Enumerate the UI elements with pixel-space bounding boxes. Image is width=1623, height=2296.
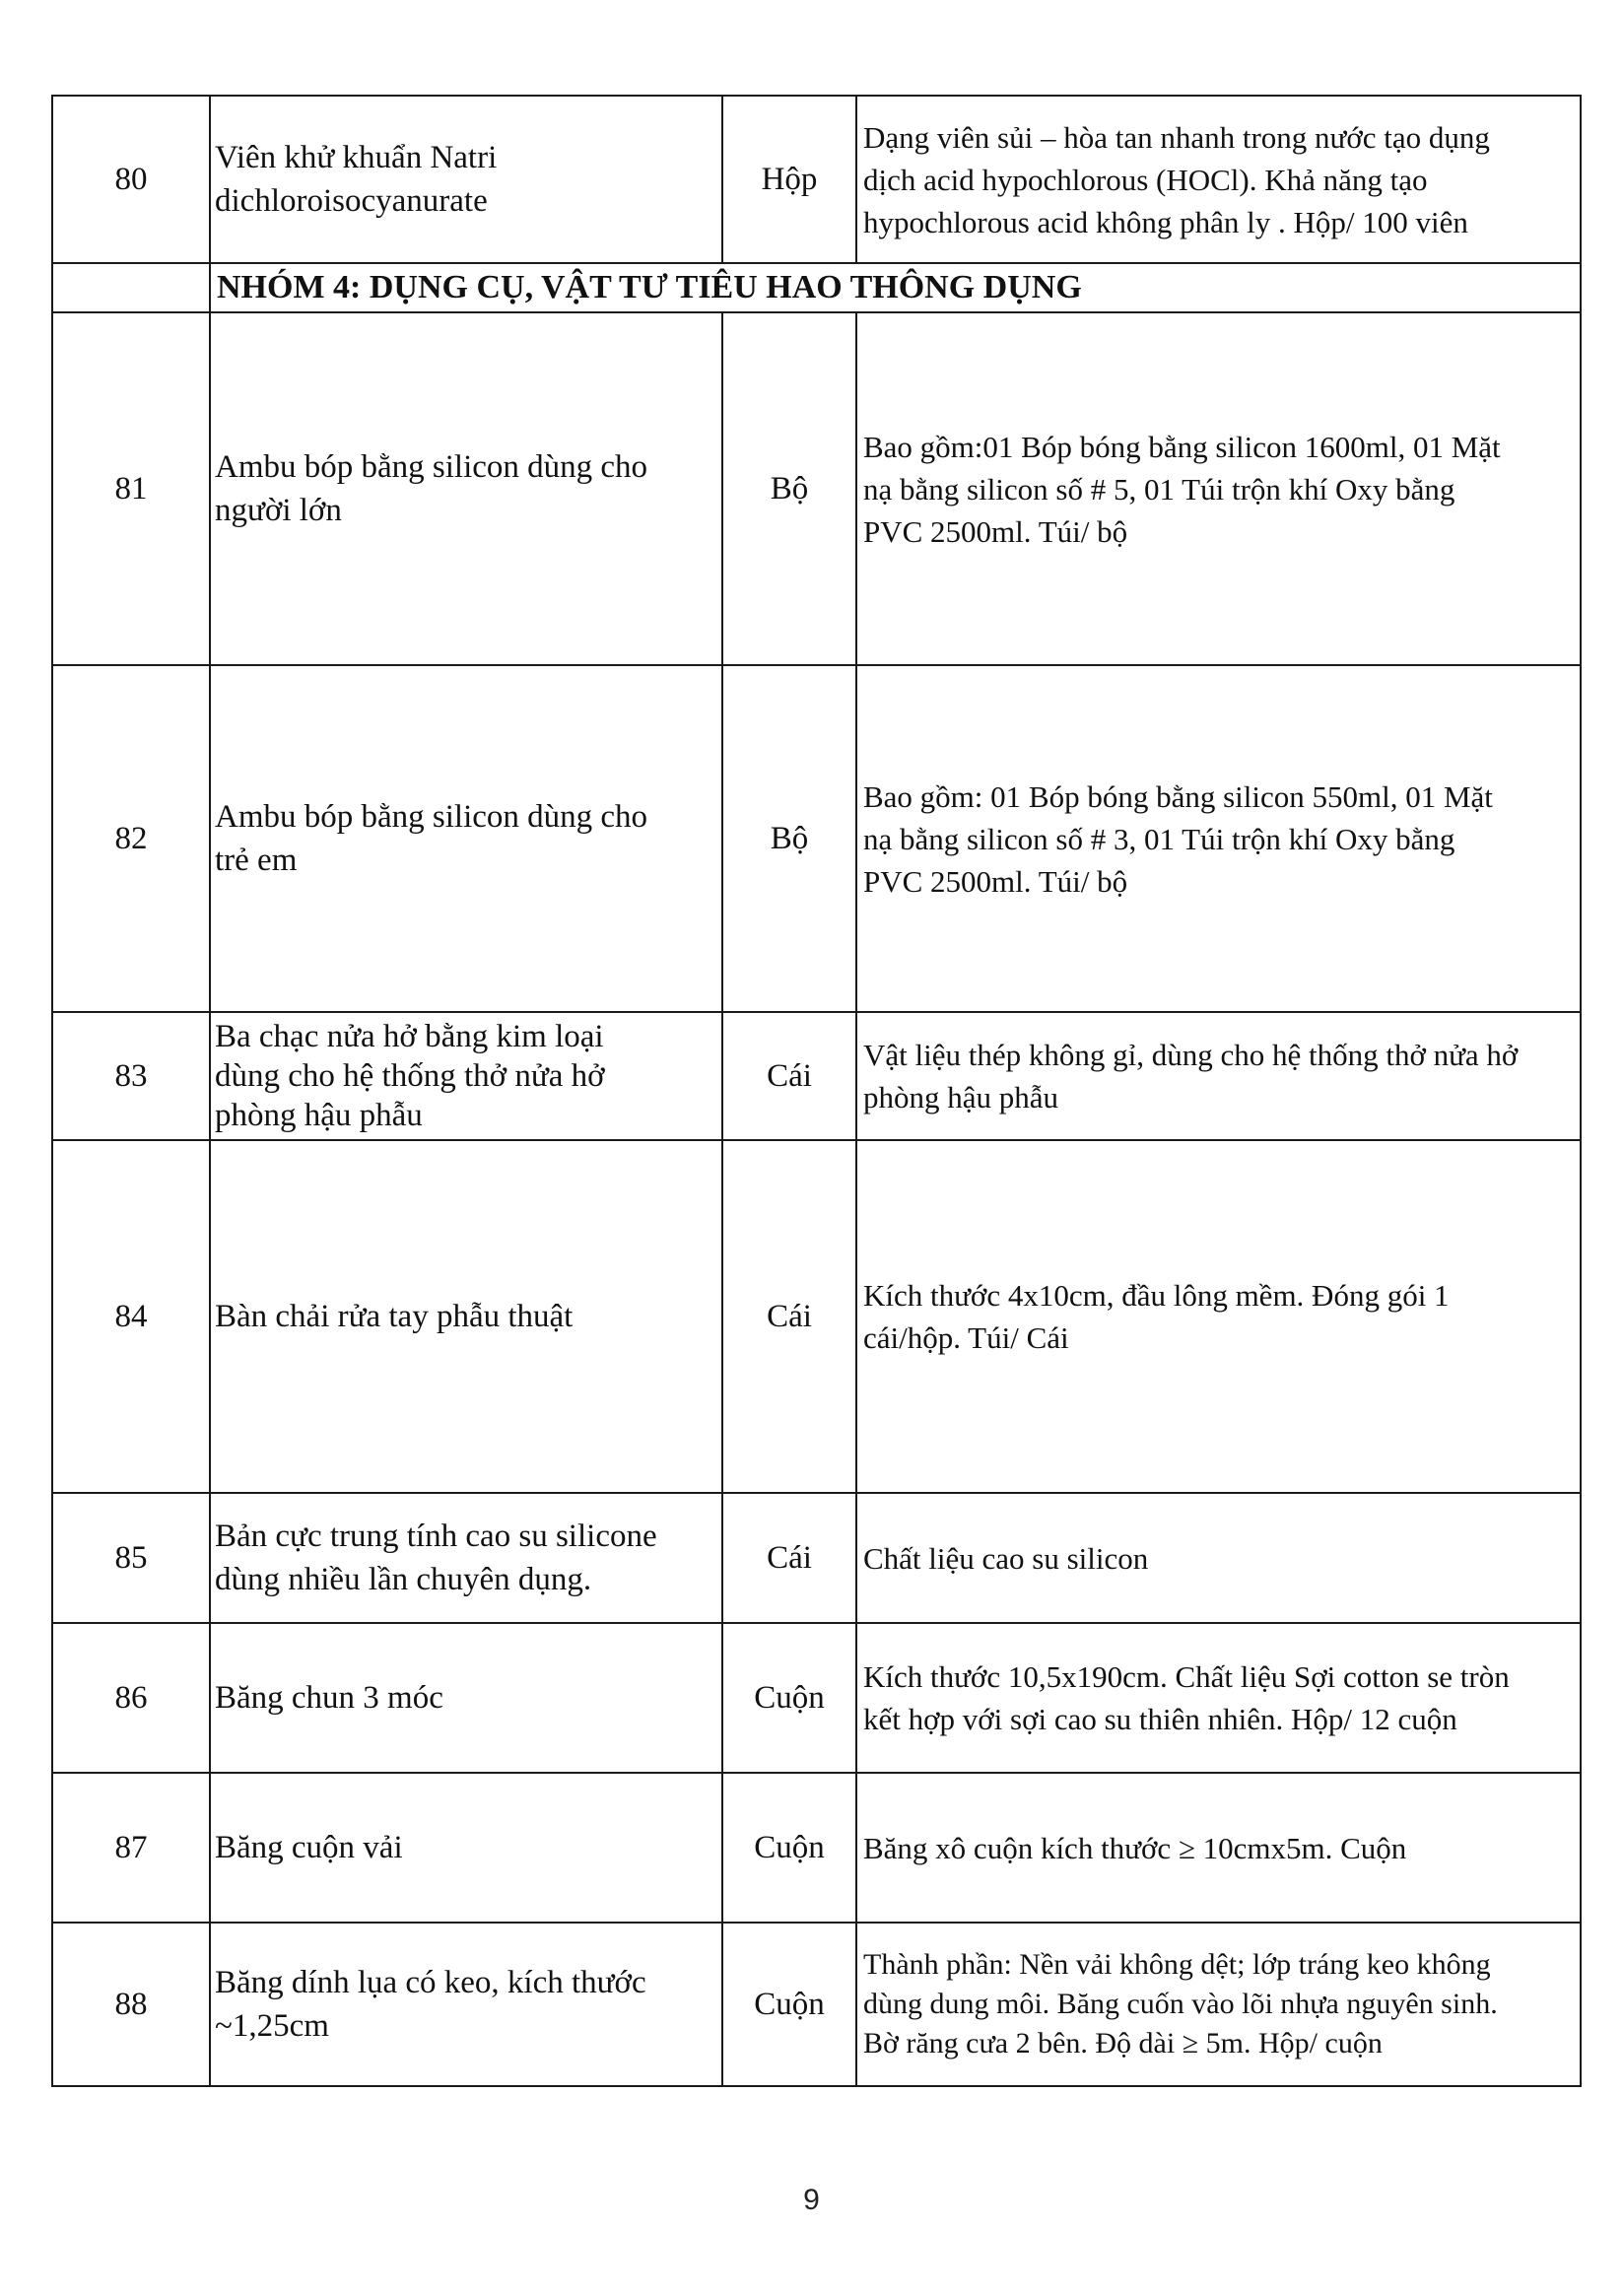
item-unit: Cuộn — [722, 1623, 856, 1773]
item-name: Bàn chải rửa tay phẫu thuật — [210, 1140, 722, 1493]
item-unit: Hộp — [722, 96, 856, 263]
item-name: Băng chun 3 móc — [210, 1623, 722, 1773]
group-title: NHÓM 4: DỤNG CỤ, VẬT TƯ TIÊU HAO THÔNG DỤNG — [210, 263, 1581, 312]
item-description: Bao gồm:01 Bóp bóng bằng silicon 1600ml, 01 Mặt nạ bằng silicon số # 5, 01 Túi trộn khí Oxy bằng PVC 2500ml. Túi/ bộ — [856, 312, 1581, 665]
item-unit: Bộ — [722, 312, 856, 665]
item-description: Băng xô cuộn kích thước ≥ 10cmx5m. Cuộn — [856, 1773, 1581, 1923]
item-description: Thành phần: Nền vải không dệt; lớp tráng keo không dùng dung môi. Băng cuốn vào lõi nhựa nguyên sinh. Bờ răng cưa 2 bên. Độ dài ≥ 5m. Hộp/ cuộn — [856, 1923, 1581, 2086]
table-row — [52, 665, 1581, 1012]
item-description: Kích thước 10,5x190cm. Chất liệu Sợi cotton se tròn kết hợp với sợi cao su thiên nhiên. Hộp/ 12 cuộn — [856, 1623, 1581, 1773]
item-unit: Cái — [722, 1140, 856, 1493]
table-row — [52, 312, 1581, 665]
item-name: Viên khử khuẩn Natri dichloroisocyanurate — [210, 96, 722, 263]
page-number: 9 — [803, 2184, 820, 2216]
group-header-row — [52, 263, 1581, 312]
table-row — [52, 1623, 1581, 1773]
item-unit: Cái — [722, 1493, 856, 1623]
item-name: Băng dính lụa có keo, kích thước ~1,25cm — [210, 1923, 722, 2086]
table-row — [52, 1493, 1581, 1623]
table-row — [52, 1140, 1581, 1493]
item-description: Kích thước 4x10cm, đầu lông mềm. Đóng gói 1 cái/hộp. Túi/ Cái — [856, 1140, 1581, 1493]
table-row — [52, 1012, 1581, 1140]
item-description: Bao gồm: 01 Bóp bóng bằng silicon 550ml, 01 Mặt nạ bằng silicon số # 3, 01 Túi trộn khí Oxy bằng PVC 2500ml. Túi/ bộ — [856, 665, 1581, 1012]
item-table — [51, 95, 1582, 2087]
group-number-cell — [52, 263, 210, 312]
item-name: Bản cực trung tính cao su silicone dùng nhiều lần chuyên dụng. — [210, 1493, 722, 1623]
item-unit: Bộ — [722, 665, 856, 1012]
row-number: 84 — [52, 1140, 210, 1493]
item-description: Vật liệu thép không gỉ, dùng cho hệ thống thở nửa hở phòng hậu phẫu — [856, 1012, 1581, 1140]
item-description: Dạng viên sủi – hòa tan nhanh trong nước tạo dụng dịch acid hypochlorous (HOCl). Khả năng tạo hypochlorous acid không phân ly . Hộp/ 100 viên — [856, 96, 1581, 263]
row-number: 81 — [52, 312, 210, 665]
row-number: 88 — [52, 1923, 210, 2086]
item-unit: Cuộn — [722, 1923, 856, 2086]
table-row — [52, 1923, 1581, 2086]
item-name: Ba chạc nửa hở bằng kim loại dùng cho hệ thống thở nửa hở phòng hậu phẫu — [210, 1012, 722, 1140]
item-description: Chất liệu cao su silicon — [856, 1493, 1581, 1623]
row-number: 86 — [52, 1623, 210, 1773]
row-number: 85 — [52, 1493, 210, 1623]
item-name: Ambu bóp bằng silicon dùng cho trẻ em — [210, 665, 722, 1012]
item-name: Băng cuộn vải — [210, 1773, 722, 1923]
item-unit: Cái — [722, 1012, 856, 1140]
table-row — [52, 1773, 1581, 1923]
row-number: 83 — [52, 1012, 210, 1140]
row-number: 80 — [52, 96, 210, 263]
item-unit: Cuộn — [722, 1773, 856, 1923]
row-number: 82 — [52, 665, 210, 1012]
item-name: Ambu bóp bằng silicon dùng cho người lớn — [210, 312, 722, 665]
row-number: 87 — [52, 1773, 210, 1923]
table-row — [52, 96, 1581, 263]
